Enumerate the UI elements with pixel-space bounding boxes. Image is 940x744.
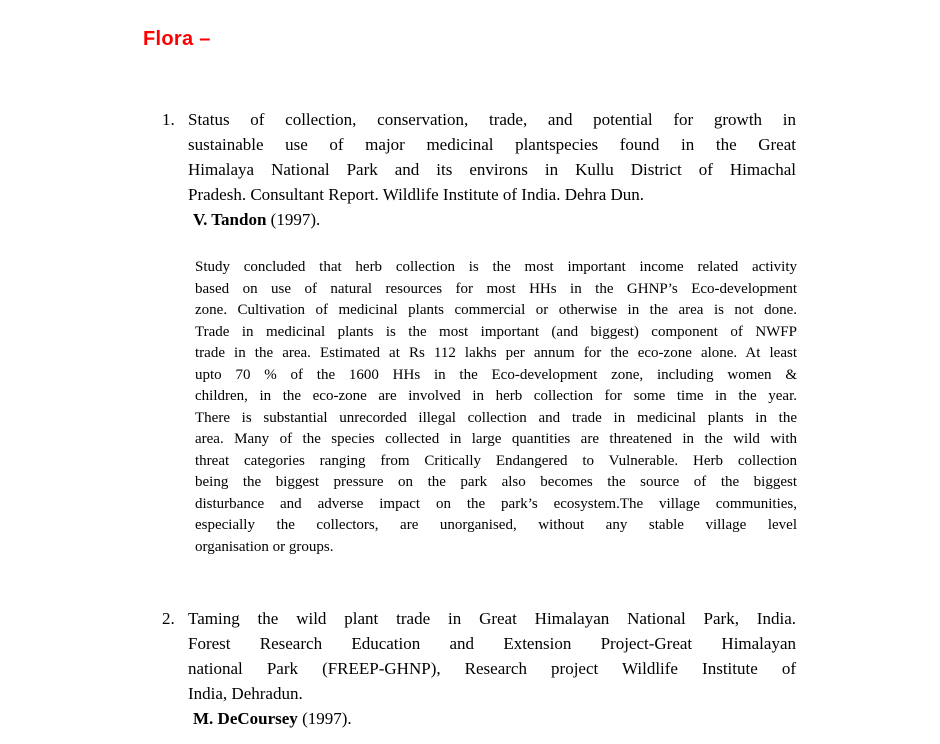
text-line: disturbance and adverse impact on the park’s ecosystem.The village communities,: [195, 495, 797, 512]
text-line: threat categories ranging from Critically Endangered to Vulnerable. Herb collection: [195, 452, 797, 469]
author-name: V. Tandon: [193, 210, 267, 229]
text-line: Taming the wild plant trade in Great Himalayan National Park, India.: [188, 609, 796, 628]
citation-text: [188, 107, 796, 207]
text-line: children, in the eco-zone are involved in herb collection for some time in the year.: [195, 388, 797, 404]
text-line: upto 70 % of the 1600 HHs in the Eco-development zone, including women &: [195, 366, 797, 383]
text-line: Trade in medicinal plants is the most important (and biggest) component of NWFP: [195, 323, 797, 340]
text-line: organisation or groups.: [195, 538, 334, 555]
text-line: India, Dehradun.: [188, 684, 303, 703]
citation-text: [188, 606, 796, 706]
list-number: 2.: [162, 609, 175, 628]
text-line: sustainable use of major medicinal plantspecies found in the Great: [188, 135, 796, 154]
text-line: Forest Research Education and Extension Project-Great Himalayan: [188, 634, 796, 653]
text-line: Status of collection, conservation, trade, and potential for growth in: [188, 110, 796, 129]
publication-year: (1997).: [266, 210, 321, 229]
text-line: Pradesh. Consultant Report. Wildlife Institute of India. Dehra Dun.: [188, 185, 645, 204]
author-line: [193, 207, 796, 232]
text-line: based on use of natural resources for most HHs in the GHNP’s Eco-development: [195, 280, 797, 297]
text-line: zone. Cultivation of medicinal plants commercial or otherwise in the area is not done.: [195, 302, 797, 318]
list-number: 1.: [162, 110, 175, 129]
author-name: M. DeCoursey: [193, 709, 298, 728]
text-line: Himalaya National Park and its environs in Kullu District of Himachal: [188, 160, 796, 179]
text-line: Study concluded that herb collection is the most important income related activity: [195, 259, 797, 275]
text-line: area. Many of the species collected in large quantities are threatened in the wild with: [195, 431, 797, 447]
text-line: being the biggest pressure on the park also becomes the source of the biggest: [195, 474, 797, 490]
reference-body: [188, 606, 796, 731]
publication-year: (1997).: [297, 709, 352, 728]
section-heading: Flora –: [143, 28, 211, 50]
text-line: trade in the area. Estimated at Rs 112 lakhs per annum for the eco-zone alone. At least: [195, 345, 797, 361]
reference-item: [162, 107, 796, 232]
text-line: national Park (FREEP-GHNP), Research project Wildlife Institute of: [188, 659, 796, 678]
text-line: There is substantial unrecorded illegal collection and trade in medicinal plants in the: [195, 409, 797, 426]
study-summary: [195, 257, 797, 558]
reference-item: [162, 606, 796, 731]
text-line: especially the collectors, are unorganised, without any stable village level: [195, 517, 797, 533]
author-line: [193, 706, 796, 731]
reference-body: [188, 107, 796, 232]
